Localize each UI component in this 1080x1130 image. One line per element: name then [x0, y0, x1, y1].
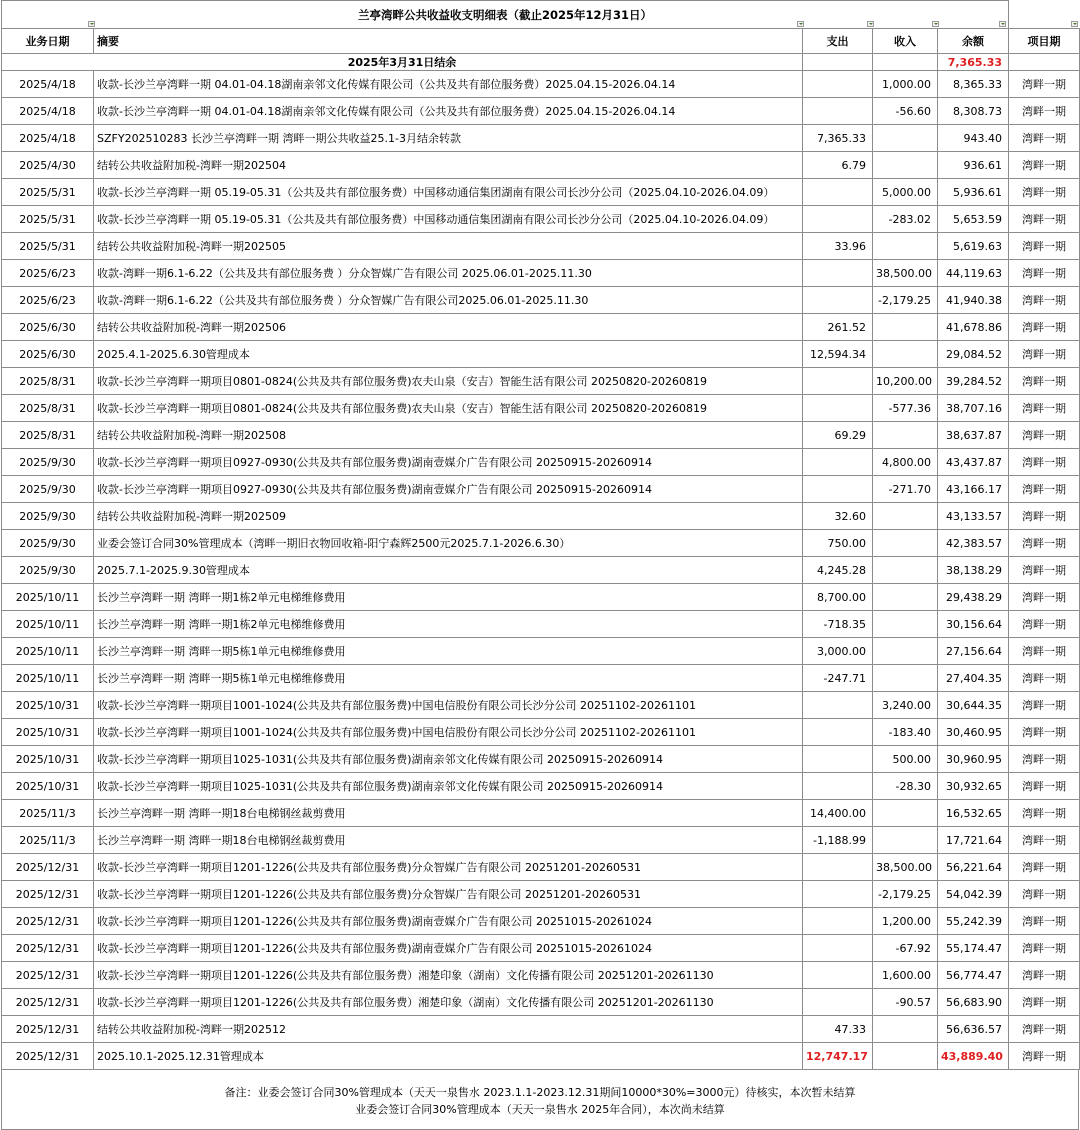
cell-summary[interactable]: 收款-长沙兰亭湾畔一期项目1201-1226(公共及共有部位服务费)分众智媒广告有限公司 20251201-20260531: [94, 854, 803, 881]
cell-balance[interactable]: 8,308.73: [938, 98, 1009, 125]
cell-income[interactable]: 5,000.00: [873, 179, 938, 206]
cell-balance[interactable]: 5,653.59: [938, 206, 1009, 233]
cell-income[interactable]: [873, 125, 938, 152]
cell-balance[interactable]: 39,284.52: [938, 368, 1009, 395]
cell-date[interactable]: 2025/10/11: [2, 638, 94, 665]
cell-expense[interactable]: 14,400.00: [803, 800, 873, 827]
cell-summary[interactable]: 收款-长沙兰亭湾畔一期 04.01-04.18湖南亲邻文化传媒有限公司（公共及共有部位服务费）2025.04.15-2026.04.14: [94, 98, 803, 125]
cell-expense[interactable]: [803, 449, 873, 476]
cell-summary[interactable]: 收款-长沙兰亭湾畔一期 05.19-05.31（公共及共有部位服务费）中国移动通信集团湖南有限公司长沙分公司（2025.04.10-2026.04.09）: [94, 179, 803, 206]
filter-dropdown-icon[interactable]: [88, 21, 95, 27]
cell-income[interactable]: [873, 503, 938, 530]
table-row: [2, 287, 1080, 314]
cell-date[interactable]: 2025/10/31: [2, 719, 94, 746]
cell-date[interactable]: 2025/5/31: [2, 179, 94, 206]
cell-expense[interactable]: 3,000.00: [803, 638, 873, 665]
table-row: [2, 341, 1080, 368]
table-row: [2, 179, 1080, 206]
cell-project[interactable]: 湾畔一期: [1009, 611, 1080, 638]
cell-expense[interactable]: [803, 206, 873, 233]
cell-income[interactable]: 3,240.00: [873, 692, 938, 719]
table-row: [2, 638, 1080, 665]
cell-project[interactable]: 湾畔一期: [1009, 503, 1080, 530]
cell-expense[interactable]: 33.96: [803, 233, 873, 260]
empty-cell[interactable]: [803, 54, 873, 71]
cell-summary[interactable]: 收款-长沙兰亭湾畔一期项目0927-0930(公共及共有部位服务费)湖南壹媒介广告有限公司 20250915-20260914: [94, 476, 803, 503]
empty-cell[interactable]: [873, 54, 938, 71]
cell-balance[interactable]: 55,242.39: [938, 908, 1009, 935]
cell-summary[interactable]: 收款-长沙兰亭湾畔一期项目1201-1226(公共及共有部位服务费）湘楚印象（湖南）文化传播有限公司 20251201-20261130: [94, 962, 803, 989]
cell-income[interactable]: [873, 638, 938, 665]
cell-summary[interactable]: 收款-长沙兰亭湾畔一期项目1201-1226(公共及共有部位服务费)湖南壹媒介广告有限公司 20251015-20261024: [94, 935, 803, 962]
cell-summary[interactable]: 收款-长沙兰亭湾畔一期 05.19-05.31（公共及共有部位服务费）中国移动通信集团湖南有限公司长沙分公司（2025.04.10-2026.04.09）: [94, 206, 803, 233]
cell-balance[interactable]: 38,138.29: [938, 557, 1009, 584]
table-row: [2, 881, 1080, 908]
cell-date[interactable]: 2025/12/31: [2, 854, 94, 881]
cell-date[interactable]: 2025/4/18: [2, 98, 94, 125]
cell-expense[interactable]: [803, 962, 873, 989]
cell-balance[interactable]: 30,644.35: [938, 692, 1009, 719]
cell-date[interactable]: 2025/12/31: [2, 908, 94, 935]
cell-balance[interactable]: 38,707.16: [938, 395, 1009, 422]
cell-expense[interactable]: [803, 179, 873, 206]
cell-project[interactable]: 湾畔一期: [1009, 422, 1080, 449]
cell-project[interactable]: 湾畔一期: [1009, 665, 1080, 692]
cell-balance[interactable]: 936.61: [938, 152, 1009, 179]
cell-expense[interactable]: -1,188.99: [803, 827, 873, 854]
cell-income[interactable]: [873, 1016, 938, 1043]
cell-date[interactable]: 2025/12/31: [2, 1016, 94, 1043]
cell-income[interactable]: [873, 611, 938, 638]
cell-balance[interactable]: 27,156.64: [938, 638, 1009, 665]
cell-summary[interactable]: 收款-长沙兰亭湾畔一期项目1001-1024(公共及共有部位服务费)中国电信股份有限公司长沙分公司 20251102-20261101: [94, 692, 803, 719]
cell-summary[interactable]: 收款-长沙兰亭湾畔一期项目1001-1024(公共及共有部位服务费)中国电信股份有限公司长沙分公司 20251102-20261101: [94, 719, 803, 746]
cell-date[interactable]: 2025/10/31: [2, 692, 94, 719]
cell-date[interactable]: 2025/10/31: [2, 773, 94, 800]
cell-expense[interactable]: [803, 854, 873, 881]
cell-balance[interactable]: 41,678.86: [938, 314, 1009, 341]
cell-income[interactable]: -28.30: [873, 773, 938, 800]
header-expense[interactable]: 支出: [803, 29, 873, 54]
cell-summary[interactable]: 收款-长沙兰亭湾畔一期 04.01-04.18湖南亲邻文化传媒有限公司（公共及共有部位服务费）2025.04.15-2026.04.14: [94, 71, 803, 98]
cell-project[interactable]: 湾畔一期: [1009, 260, 1080, 287]
cell-project[interactable]: 湾畔一期: [1009, 1043, 1080, 1070]
header-project[interactable]: 项目期: [1009, 29, 1080, 54]
cell-expense[interactable]: 7,365.33: [803, 125, 873, 152]
table-row: [2, 989, 1080, 1016]
cell-expense[interactable]: [803, 260, 873, 287]
cell-expense[interactable]: [803, 287, 873, 314]
header-row: [2, 29, 1080, 54]
cell-expense[interactable]: [803, 773, 873, 800]
cell-income[interactable]: -271.70: [873, 476, 938, 503]
cell-balance[interactable]: 54,042.39: [938, 881, 1009, 908]
cell-balance[interactable]: 43,437.87: [938, 449, 1009, 476]
cell-project[interactable]: 湾畔一期: [1009, 98, 1080, 125]
cell-date[interactable]: 2025/4/30: [2, 152, 94, 179]
cell-balance[interactable]: 55,174.47: [938, 935, 1009, 962]
cell-balance[interactable]: 17,721.64: [938, 827, 1009, 854]
cell-date[interactable]: 2025/9/30: [2, 503, 94, 530]
opening-balance-row: [2, 54, 1080, 71]
cell-income[interactable]: [873, 422, 938, 449]
cell-project[interactable]: 湾畔一期: [1009, 1016, 1080, 1043]
cell-income[interactable]: [873, 530, 938, 557]
cell-income[interactable]: -56.60: [873, 98, 938, 125]
cell-project[interactable]: 湾畔一期: [1009, 395, 1080, 422]
table-row: [2, 71, 1080, 98]
table-row: [2, 719, 1080, 746]
note-line: 业委会签订合同30%管理成本（天天一泉售水 2025年合同），本次尚未结算: [355, 1103, 725, 1116]
note-line: 备注：业委会签订合同30%管理成本（天天一泉售水 2023.1.1-2023.12.31期间10000*30%=3000元）待核实，本次暂未结算: [224, 1086, 856, 1099]
cell-project[interactable]: 湾畔一期: [1009, 449, 1080, 476]
cell-date[interactable]: 2025/9/30: [2, 476, 94, 503]
cell-project[interactable]: 湾畔一期: [1009, 287, 1080, 314]
cell-balance[interactable]: 8,365.33: [938, 71, 1009, 98]
filter-dropdown-icon[interactable]: [867, 21, 874, 27]
cell-date[interactable]: 2025/12/31: [2, 935, 94, 962]
cell-expense[interactable]: 47.33: [803, 1016, 873, 1043]
cell-income[interactable]: 1,600.00: [873, 962, 938, 989]
cell-expense[interactable]: 32.60: [803, 503, 873, 530]
cell-balance[interactable]: 27,404.35: [938, 665, 1009, 692]
cell-balance[interactable]: 30,460.95: [938, 719, 1009, 746]
table-row: [2, 935, 1080, 962]
cell-project[interactable]: 湾畔一期: [1009, 179, 1080, 206]
cell-expense[interactable]: 12,594.34: [803, 341, 873, 368]
cell-income[interactable]: -183.40: [873, 719, 938, 746]
cell-project[interactable]: 湾畔一期: [1009, 908, 1080, 935]
cell-balance[interactable]: 56,774.47: [938, 962, 1009, 989]
cell-date[interactable]: 2025/8/31: [2, 368, 94, 395]
cell-income[interactable]: -577.36: [873, 395, 938, 422]
cell-project[interactable]: 湾畔一期: [1009, 827, 1080, 854]
cell-project[interactable]: 湾畔一期: [1009, 773, 1080, 800]
header-summary[interactable]: 摘要: [94, 29, 803, 54]
cell-date[interactable]: 2025/6/30: [2, 314, 94, 341]
cell-income[interactable]: 1,000.00: [873, 71, 938, 98]
cell-income[interactable]: [873, 827, 938, 854]
cell-summary[interactable]: 业委会签订合同30%管理成本（湾畔一期旧衣物回收箱-阳宁森辉2500元2025.7.1-2026.6.30）: [94, 530, 803, 557]
cell-balance[interactable]: 29,084.52: [938, 341, 1009, 368]
cell-expense[interactable]: 750.00: [803, 530, 873, 557]
ledger-table: [1, 0, 1080, 1070]
cell-summary[interactable]: 2025.4.1-2025.6.30管理成本: [94, 341, 803, 368]
cell-expense[interactable]: 12,747.17: [803, 1043, 873, 1070]
header-date[interactable]: 业务日期: [2, 29, 94, 54]
cell-balance[interactable]: 43,889.40: [938, 1043, 1009, 1070]
cell-project[interactable]: 湾畔一期: [1009, 746, 1080, 773]
cell-date[interactable]: 2025/6/30: [2, 341, 94, 368]
cell-income[interactable]: 1,200.00: [873, 908, 938, 935]
cell-income[interactable]: [873, 1043, 938, 1070]
table-row: [2, 692, 1080, 719]
cell-income[interactable]: 500.00: [873, 746, 938, 773]
cell-project[interactable]: 湾畔一期: [1009, 233, 1080, 260]
cell-balance[interactable]: 56,221.64: [938, 854, 1009, 881]
cell-project[interactable]: 湾畔一期: [1009, 881, 1080, 908]
cell-income[interactable]: 38,500.00: [873, 260, 938, 287]
cell-income[interactable]: [873, 152, 938, 179]
cell-income[interactable]: -2,179.25: [873, 287, 938, 314]
cell-expense[interactable]: 6.79: [803, 152, 873, 179]
cell-project[interactable]: 湾畔一期: [1009, 476, 1080, 503]
table-row: [2, 449, 1080, 476]
cell-income[interactable]: 4,800.00: [873, 449, 938, 476]
cell-balance[interactable]: 29,438.29: [938, 584, 1009, 611]
cell-expense[interactable]: [803, 395, 873, 422]
cell-balance[interactable]: 56,636.57: [938, 1016, 1009, 1043]
cell-summary[interactable]: 2025.7.1-2025.9.30管理成本: [94, 557, 803, 584]
cell-summary[interactable]: 收款-湾畔一期6.1-6.22（公共及共有部位服务费 ）分众智媒广告有限公司 2025.06.01-2025.11.30: [94, 260, 803, 287]
cell-project[interactable]: 湾畔一期: [1009, 125, 1080, 152]
cell-expense[interactable]: [803, 908, 873, 935]
cell-income[interactable]: [873, 341, 938, 368]
cell-project[interactable]: 湾畔一期: [1009, 962, 1080, 989]
cell-expense[interactable]: 8,700.00: [803, 584, 873, 611]
cell-date[interactable]: 2025/10/11: [2, 665, 94, 692]
cell-summary[interactable]: 收款-长沙兰亭湾畔一期项目0927-0930(公共及共有部位服务费)湖南壹媒介广告有限公司 20250915-20260914: [94, 449, 803, 476]
cell-expense[interactable]: 69.29: [803, 422, 873, 449]
cell-income[interactable]: [873, 314, 938, 341]
cell-expense[interactable]: [803, 746, 873, 773]
cell-project[interactable]: 湾畔一期: [1009, 368, 1080, 395]
cell-balance[interactable]: 30,156.64: [938, 611, 1009, 638]
cell-project[interactable]: 湾畔一期: [1009, 800, 1080, 827]
cell-date[interactable]: 2025/6/23: [2, 287, 94, 314]
cell-expense[interactable]: [803, 98, 873, 125]
cell-project[interactable]: 湾畔一期: [1009, 152, 1080, 179]
cell-summary[interactable]: 长沙兰亭湾畔一期 湾畔一期18台电梯钢丝裁剪费用: [94, 800, 803, 827]
cell-date[interactable]: 2025/11/3: [2, 827, 94, 854]
table-row: [2, 260, 1080, 287]
cell-expense[interactable]: [803, 935, 873, 962]
cell-date[interactable]: 2025/10/31: [2, 746, 94, 773]
table-row: [2, 503, 1080, 530]
cell-project[interactable]: 湾畔一期: [1009, 206, 1080, 233]
table-row: [2, 854, 1080, 881]
empty-cell[interactable]: [1009, 54, 1080, 71]
cell-balance[interactable]: 30,932.65: [938, 773, 1009, 800]
cell-expense[interactable]: -247.71: [803, 665, 873, 692]
cell-expense[interactable]: 261.52: [803, 314, 873, 341]
cell-income[interactable]: -67.92: [873, 935, 938, 962]
cell-expense[interactable]: [803, 989, 873, 1016]
cell-date[interactable]: 2025/10/11: [2, 584, 94, 611]
cell-date[interactable]: 2025/12/31: [2, 1043, 94, 1070]
cell-balance[interactable]: 943.40: [938, 125, 1009, 152]
cell-date[interactable]: 2025/5/31: [2, 233, 94, 260]
table-row: [2, 773, 1080, 800]
header-balance[interactable]: 余额: [938, 29, 1009, 54]
cell-project[interactable]: 湾畔一期: [1009, 530, 1080, 557]
table-row: [2, 962, 1080, 989]
table-row: [2, 125, 1080, 152]
cell-summary[interactable]: 结转公共收益附加税-湾畔一期202505: [94, 233, 803, 260]
table-row: [2, 611, 1080, 638]
cell-date[interactable]: 2025/5/31: [2, 206, 94, 233]
cell-project[interactable]: 湾畔一期: [1009, 719, 1080, 746]
table-row: [2, 1043, 1080, 1070]
cell-income[interactable]: -90.57: [873, 989, 938, 1016]
table-row: [2, 557, 1080, 584]
cell-expense[interactable]: [803, 719, 873, 746]
cell-date[interactable]: 2025/12/31: [2, 989, 94, 1016]
cell-date[interactable]: 2025/9/30: [2, 557, 94, 584]
cell-project[interactable]: 湾畔一期: [1009, 935, 1080, 962]
table-row: [2, 233, 1080, 260]
cell-summary[interactable]: 长沙兰亭湾畔一期 湾畔一期1栋2单元电梯维修费用: [94, 584, 803, 611]
cell-income[interactable]: [873, 233, 938, 260]
cell-summary[interactable]: 长沙兰亭湾畔一期 湾畔一期5栋1单元电梯维修费用: [94, 665, 803, 692]
table-row: [2, 530, 1080, 557]
cell-project[interactable]: 湾畔一期: [1009, 71, 1080, 98]
empty-cell: [1009, 1, 1080, 29]
cell-income[interactable]: -283.02: [873, 206, 938, 233]
cell-expense[interactable]: -718.35: [803, 611, 873, 638]
cell-summary[interactable]: 收款-长沙兰亭湾畔一期项目1201-1226(公共及共有部位服务费)分众智媒广告有限公司 20251201-20260531: [94, 881, 803, 908]
cell-summary[interactable]: 结转公共收益附加税-湾畔一期202508: [94, 422, 803, 449]
title-row: [2, 1, 1080, 29]
cell-date[interactable]: 2025/6/23: [2, 260, 94, 287]
cell-date[interactable]: 2025/8/31: [2, 395, 94, 422]
cell-summary[interactable]: 长沙兰亭湾畔一期 湾畔一期18台电梯钢丝裁剪费用: [94, 827, 803, 854]
cell-project[interactable]: 湾畔一期: [1009, 638, 1080, 665]
cell-income[interactable]: -2,179.25: [873, 881, 938, 908]
cell-income[interactable]: [873, 665, 938, 692]
table-row: [2, 98, 1080, 125]
cell-expense[interactable]: [803, 368, 873, 395]
table-row: [2, 827, 1080, 854]
table-row: [2, 314, 1080, 341]
cell-summary[interactable]: 收款-长沙兰亭湾畔一期项目0801-0824(公共及共有部位服务费)农夫山泉（安吉）智能生活有限公司 20250820-20260819: [94, 368, 803, 395]
cell-date[interactable]: 2025/9/30: [2, 530, 94, 557]
opening-balance-value[interactable]: 7,365.33: [938, 54, 1009, 71]
cell-date[interactable]: 2025/11/3: [2, 800, 94, 827]
cell-date[interactable]: 2025/4/18: [2, 71, 94, 98]
cell-expense[interactable]: [803, 692, 873, 719]
cell-expense[interactable]: 4,245.28: [803, 557, 873, 584]
cell-balance[interactable]: 42,383.57: [938, 530, 1009, 557]
cell-summary[interactable]: 结转公共收益附加税-湾畔一期202504: [94, 152, 803, 179]
filter-dropdown-icon[interactable]: [1071, 21, 1078, 27]
sheet-title: 兰亭湾畔公共收益收支明细表（截止2025年12月31日）: [2, 1, 1009, 29]
cell-balance[interactable]: 43,133.57: [938, 503, 1009, 530]
cell-date[interactable]: 2025/9/30: [2, 449, 94, 476]
table-row: [2, 422, 1080, 449]
cell-summary[interactable]: SZFY202510283 长沙兰亭湾畔一期 湾畔一期公共收益25.1-3月结余转款: [94, 125, 803, 152]
filter-dropdown-icon[interactable]: [932, 21, 939, 27]
filter-dropdown-icon[interactable]: [797, 21, 804, 27]
cell-date[interactable]: 2025/12/31: [2, 962, 94, 989]
cell-summary[interactable]: 长沙兰亭湾畔一期 湾畔一期5栋1单元电梯维修费用: [94, 638, 803, 665]
table-row: [2, 1016, 1080, 1043]
cell-summary[interactable]: 收款-长沙兰亭湾畔一期项目1025-1031(公共及共有部位服务费)湖南亲邻文化传媒有限公司 20250915-20260914: [94, 773, 803, 800]
cell-project[interactable]: 湾畔一期: [1009, 692, 1080, 719]
cell-balance[interactable]: 41,940.38: [938, 287, 1009, 314]
table-row: [2, 800, 1080, 827]
cell-expense[interactable]: [803, 881, 873, 908]
cell-project[interactable]: 湾畔一期: [1009, 557, 1080, 584]
table-row: [2, 908, 1080, 935]
table-row: [2, 152, 1080, 179]
cell-project[interactable]: 湾畔一期: [1009, 989, 1080, 1016]
cell-project[interactable]: 湾畔一期: [1009, 314, 1080, 341]
cell-summary[interactable]: 2025.10.1-2025.12.31管理成本: [94, 1043, 803, 1070]
cell-summary[interactable]: 收款-湾畔一期6.1-6.22（公共及共有部位服务费 ）分众智媒广告有限公司2025.06.01-2025.11.30: [94, 287, 803, 314]
table-row: [2, 206, 1080, 233]
filter-dropdown-icon[interactable]: [999, 21, 1006, 27]
cell-balance[interactable]: 16,532.65: [938, 800, 1009, 827]
header-income[interactable]: 收入: [873, 29, 938, 54]
cell-income[interactable]: [873, 557, 938, 584]
cell-balance[interactable]: 5,619.63: [938, 233, 1009, 260]
opening-balance-label[interactable]: 2025年3月31日结余: [2, 54, 803, 71]
cell-summary[interactable]: 收款-长沙兰亭湾畔一期项目0801-0824(公共及共有部位服务费)农夫山泉（安吉）智能生活有限公司 20250820-20260819: [94, 395, 803, 422]
cell-balance[interactable]: 44,119.63: [938, 260, 1009, 287]
table-row: [2, 476, 1080, 503]
cell-date[interactable]: 2025/8/31: [2, 422, 94, 449]
cell-income[interactable]: 10,200.00: [873, 368, 938, 395]
cell-summary[interactable]: 收款-长沙兰亭湾畔一期项目1201-1226(公共及共有部位服务费）湘楚印象（湖南）文化传播有限公司 20251201-20261130: [94, 989, 803, 1016]
cell-date[interactable]: 2025/4/18: [2, 125, 94, 152]
cell-project[interactable]: 湾畔一期: [1009, 584, 1080, 611]
cell-summary[interactable]: 结转公共收益附加税-湾畔一期202512: [94, 1016, 803, 1043]
cell-date[interactable]: 2025/10/11: [2, 611, 94, 638]
table-row: [2, 665, 1080, 692]
table-row: [2, 584, 1080, 611]
cell-income[interactable]: [873, 584, 938, 611]
cell-expense[interactable]: [803, 476, 873, 503]
cell-summary[interactable]: 长沙兰亭湾畔一期 湾畔一期1栋2单元电梯维修费用: [94, 611, 803, 638]
cell-balance[interactable]: 43,166.17: [938, 476, 1009, 503]
cell-summary[interactable]: 收款-长沙兰亭湾畔一期项目1025-1031(公共及共有部位服务费)湖南亲邻文化传媒有限公司 20250915-20260914: [94, 746, 803, 773]
cell-balance[interactable]: 30,960.95: [938, 746, 1009, 773]
cell-summary[interactable]: 结转公共收益附加税-湾畔一期202506: [94, 314, 803, 341]
cell-income[interactable]: [873, 800, 938, 827]
cell-summary[interactable]: 结转公共收益附加税-湾畔一期202509: [94, 503, 803, 530]
cell-balance[interactable]: 38,637.87: [938, 422, 1009, 449]
cell-project[interactable]: 湾畔一期: [1009, 854, 1080, 881]
table-row: [2, 746, 1080, 773]
notes-footer: [1, 1070, 1079, 1130]
cell-income[interactable]: 38,500.00: [873, 854, 938, 881]
cell-date[interactable]: 2025/12/31: [2, 881, 94, 908]
cell-balance[interactable]: 56,683.90: [938, 989, 1009, 1016]
cell-balance[interactable]: 5,936.61: [938, 179, 1009, 206]
cell-expense[interactable]: [803, 71, 873, 98]
table-row: [2, 395, 1080, 422]
cell-project[interactable]: 湾畔一期: [1009, 341, 1080, 368]
cell-summary[interactable]: 收款-长沙兰亭湾畔一期项目1201-1226(公共及共有部位服务费)湖南壹媒介广告有限公司 20251015-20261024: [94, 908, 803, 935]
table-row: [2, 368, 1080, 395]
